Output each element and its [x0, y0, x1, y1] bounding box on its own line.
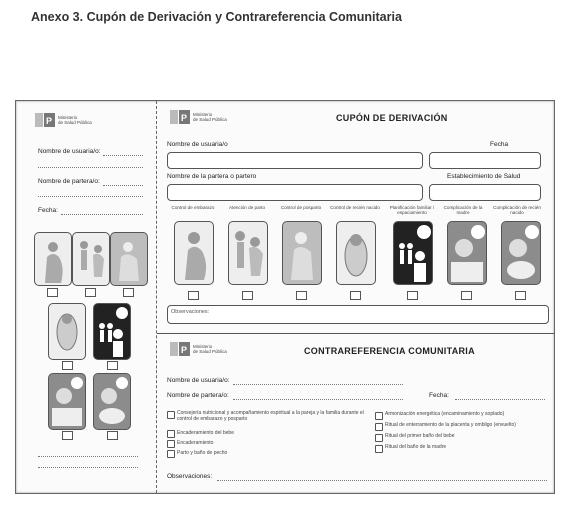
stub-partner-field-line2[interactable] [38, 196, 143, 197]
stub-postpartum-pic [110, 232, 148, 286]
counter-observations-field[interactable] [217, 480, 547, 481]
derivation-user-field[interactable] [167, 152, 423, 169]
stub-date-label: Fecha: [38, 207, 58, 214]
stub-mother-complication-pic [48, 373, 86, 430]
check-baby-swaddling[interactable] [167, 430, 175, 438]
counter-partner-label: Nombre de partera/o: [167, 392, 229, 399]
logo-line2: de Salud Pública [58, 120, 92, 125]
counter-user-label: Nombre de usuaria/o: [167, 377, 230, 384]
service-caption-family-planning: Planificación familiar / espaciamiento [389, 205, 435, 216]
logo-line2: de Salud Pública [193, 117, 227, 122]
stub-newborn-pic [48, 303, 86, 360]
ministry-logo-icon [34, 111, 56, 129]
option-placenta-ritual: Ritual de enterramiento de la placenta y ombligo (envuelto) [385, 422, 516, 428]
mother-complication-pic [447, 221, 487, 285]
option-baby-swaddling: Encaderamiento del bebe [177, 430, 234, 436]
stub-date-field[interactable] [61, 214, 143, 215]
counter-date-label: Fecha: [429, 392, 449, 399]
derivation-facility-label: Establecimiento de Salud [447, 173, 521, 180]
stub-user-label: Nombre de usuaria/o: [38, 148, 101, 155]
check-mother-complication[interactable] [461, 291, 472, 300]
check-pregnancy-control[interactable] [188, 291, 199, 300]
service-caption-newborn-complication: Complicación de recién nacido [493, 205, 541, 216]
newborn-control-pic [336, 221, 376, 285]
stub-user-field-line2[interactable] [38, 167, 143, 168]
counter-user-field[interactable] [233, 384, 403, 385]
stub-family-planning-pic [93, 303, 131, 360]
family-planning-pic [393, 221, 433, 285]
stub-birth-pic [72, 232, 110, 286]
counter-reference-section [157, 334, 554, 493]
stub-logo [34, 111, 92, 129]
derivation-date-label: Fecha [490, 141, 509, 148]
service-caption-newborn: Control de recién nacido [330, 205, 380, 210]
check-energy-harmonization[interactable] [375, 412, 383, 420]
stub-check-pregnancy[interactable] [47, 288, 58, 297]
check-nutritional-counseling[interactable] [167, 411, 175, 419]
pregnancy-control-pic [174, 221, 214, 285]
logo-line1: Ministerio [193, 344, 213, 349]
stub-obs-line2[interactable] [38, 467, 138, 468]
stub-section [16, 101, 157, 493]
counter-logo [169, 340, 227, 358]
option-first-bath-ritual: Ritual del primer baño del bebe [385, 433, 455, 439]
birth-attention-pic [228, 221, 268, 285]
newborn-complication-pic [501, 221, 541, 285]
form-scan [15, 100, 555, 494]
counter-date-field[interactable] [455, 399, 545, 400]
derivation-observations-field[interactable] [167, 305, 549, 324]
check-postpartum-control[interactable] [296, 291, 307, 300]
svg-text:P: P [46, 116, 53, 126]
option-mother-bath-ritual: Ritual del baño de la madre [385, 444, 447, 450]
check-placenta-ritual[interactable] [375, 423, 383, 431]
derivation-section [157, 101, 554, 334]
check-newborn-control[interactable] [350, 291, 361, 300]
stub-user-field[interactable] [103, 155, 143, 156]
check-birth-attention[interactable] [242, 291, 253, 300]
counter-partner-field[interactable] [233, 399, 403, 400]
service-caption-pregnancy: Control de embarazo [171, 205, 215, 210]
stub-check-postpartum[interactable] [123, 288, 134, 297]
stub-check-newborn[interactable] [62, 361, 73, 370]
check-first-bath-ritual[interactable] [375, 434, 383, 442]
option-nutritional-counseling: Consejería nutricional y acompañamiento espiritual a la pareja y la familia durante el control de embarazo y posparto [177, 410, 364, 422]
ministry-logo-icon [169, 340, 191, 358]
service-caption-mother-complication: Complicación de la madre [443, 205, 483, 216]
check-family-planning[interactable] [407, 291, 418, 300]
page-heading: Anexo 3. Cupón de Derivación y Contrareferencia Comunitaria [31, 10, 402, 24]
counter-observations-label: Observaciones: [167, 473, 213, 480]
stub-pregnancy-pic [34, 232, 72, 286]
derivation-observations-label: Observaciones: [171, 309, 210, 315]
stub-obs-line1[interactable] [38, 456, 138, 457]
stub-check-birth[interactable] [85, 288, 96, 297]
stub-partner-field[interactable] [103, 185, 143, 186]
derivation-date-field[interactable] [429, 152, 541, 169]
derivation-user-label: Nombre de usuaria/o [167, 141, 228, 148]
svg-text:P: P [181, 113, 188, 123]
check-birth-and-chest-bath[interactable] [167, 450, 175, 458]
derivation-partner-field[interactable] [167, 184, 423, 201]
logo-line1: Ministerio [58, 115, 78, 120]
stub-check-newborn-complication[interactable] [107, 431, 118, 440]
check-mother-bath-ritual[interactable] [375, 445, 383, 453]
stub-partner-label: Nombre de partera/o: [38, 178, 100, 185]
stub-newborn-complication-pic [93, 373, 131, 430]
service-caption-birth: Atención de parto [228, 205, 265, 210]
option-birth-and-chest-bath: Parto y baño de pecho [177, 450, 228, 456]
derivation-logo [169, 108, 227, 126]
postpartum-control-pic [282, 221, 322, 285]
stub-check-family-planning[interactable] [107, 361, 118, 370]
stub-check-mother-complication[interactable] [62, 431, 73, 440]
service-caption-postpartum: Control de posparto [280, 205, 322, 210]
svg-text:P: P [181, 345, 188, 355]
check-swaddling[interactable] [167, 440, 175, 448]
ministry-logo-icon [169, 108, 191, 126]
logo-line1: Ministerio [193, 112, 213, 117]
derivation-partner-label: Nombre de la partera o partero [167, 173, 257, 180]
option-energy-harmonization: Armonización energética (encaminamiento y soplado) [385, 411, 505, 417]
check-newborn-complication[interactable] [515, 291, 526, 300]
derivation-title: CUPÓN DE DERIVACIÓN [336, 113, 448, 123]
derivation-facility-field[interactable] [429, 184, 541, 201]
logo-line2: de Salud Pública [193, 349, 227, 354]
option-swaddling: Encaderamiento [177, 440, 214, 446]
counter-title: CONTRAREFERENCIA COMUNITARIA [304, 346, 475, 356]
